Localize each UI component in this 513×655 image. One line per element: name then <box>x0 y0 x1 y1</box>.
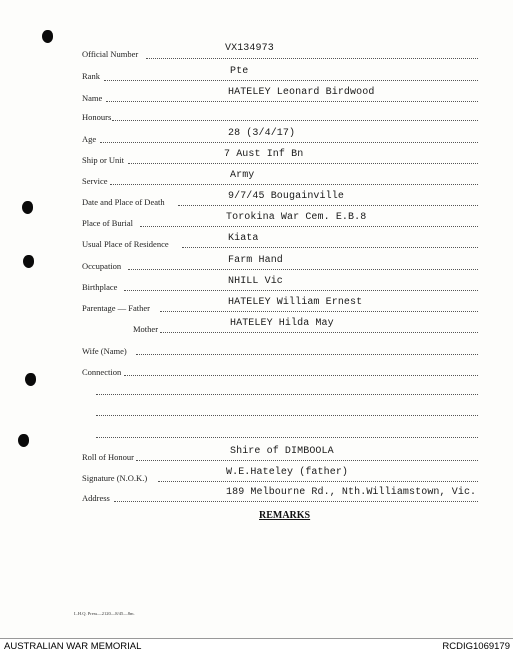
date-place-death-label: Date and Place of Death <box>82 197 165 207</box>
dotted-line <box>110 184 478 185</box>
punch-hole-icon <box>18 434 29 447</box>
roll-of-honour-label: Roll of Honour <box>82 452 134 462</box>
connection-extra-line <box>96 437 478 438</box>
service-row <box>0 170 513 189</box>
dotted-line <box>158 481 478 482</box>
dotted-line <box>160 332 478 333</box>
dotted-line <box>136 354 478 355</box>
rank-label: Rank <box>82 71 100 81</box>
occupation-row <box>0 255 513 274</box>
service-label: Service <box>82 176 108 186</box>
dotted-line <box>146 58 478 59</box>
rank-row <box>0 66 513 85</box>
signature-label: Signature (N.O.K.) <box>82 473 148 483</box>
age-row <box>0 128 513 147</box>
place-of-burial-value: Torokina War Cem. E.B.8 <box>226 212 367 223</box>
dotted-line <box>124 375 478 376</box>
official-number-row <box>0 43 513 63</box>
archive-footer-bar <box>0 638 513 655</box>
connection-extra-line <box>96 394 478 395</box>
archive-name: AUSTRALIAN WAR MEMORIAL <box>4 641 142 652</box>
date-place-death-value: 9/7/45 Bougainville <box>228 191 344 202</box>
usual-residence-label: Usual Place of Residence <box>82 239 169 249</box>
signature-value: W.E.Hateley (father) <box>226 467 349 478</box>
address-label: Address <box>82 493 110 503</box>
dotted-line <box>182 247 478 248</box>
birthplace-label: Birthplace <box>82 282 118 292</box>
ship-or-unit-value: 7 Aust Inf Bn <box>224 149 304 160</box>
dotted-line <box>124 290 478 291</box>
dotted-line <box>100 142 478 143</box>
date-place-death-row <box>0 191 513 210</box>
birthplace-value: NHILL Vic <box>228 276 283 287</box>
dotted-line <box>140 226 478 227</box>
service-value: Army <box>230 170 255 181</box>
birthplace-row <box>0 276 513 295</box>
mother-label: Mother <box>133 324 159 334</box>
connection-extra-line <box>96 415 478 416</box>
connection-label: Connection <box>82 367 122 377</box>
father-value: HATELEY William Ernest <box>228 297 363 308</box>
dotted-line <box>104 80 478 81</box>
occupation-value: Farm Hand <box>228 255 283 266</box>
dotted-line <box>160 311 478 312</box>
usual-residence-row <box>0 233 513 252</box>
father-row <box>0 297 513 316</box>
ship-or-unit-row <box>0 149 513 168</box>
official-number-value: VX134973 <box>225 43 274 54</box>
honours-row <box>0 110 513 126</box>
usual-residence-value: Kiata <box>228 233 259 244</box>
name-value: HATELEY Leonard Birdwood <box>228 87 375 98</box>
dotted-line <box>136 460 478 461</box>
ship-or-unit-label: Ship or Unit <box>82 155 125 165</box>
place-of-burial-label: Place of Burial <box>82 218 133 228</box>
punch-hole-icon <box>42 30 53 43</box>
official-number-label: Official Number <box>82 49 139 59</box>
dotted-line <box>106 101 478 102</box>
age-value: 28 (3/4/17) <box>228 128 296 139</box>
occupation-label: Occupation <box>82 261 122 271</box>
roll-of-honour-row <box>0 446 513 465</box>
mother-value: HATELEY Hilda May <box>230 318 334 329</box>
dotted-line <box>178 205 478 206</box>
wife-label: Wife (Name) <box>82 346 127 356</box>
dotted-line <box>112 120 478 121</box>
honours-label: Honours <box>82 112 112 122</box>
address-value: 189 Melbourne Rd., Nth.Williamstown, Vic. <box>226 487 477 498</box>
roll-of-honour-value: Shire of DIMBOOLA <box>230 446 334 457</box>
connection-row <box>0 364 513 380</box>
address-row <box>0 487 513 506</box>
age-label: Age <box>82 134 97 144</box>
wife-row <box>0 343 513 359</box>
print-note: L.H.Q. Press—2120—8/45—8m. <box>74 611 135 616</box>
place-of-burial-row <box>0 212 513 231</box>
rank-value: Pte <box>230 66 249 77</box>
dotted-line <box>128 163 478 164</box>
archive-reference: RCDIG1069179 <box>442 641 510 652</box>
father-label: Parentage — Father <box>82 303 150 313</box>
name-label: Name <box>82 93 103 103</box>
signature-row <box>0 467 513 486</box>
remarks-heading: REMARKS <box>259 510 311 521</box>
mother-row <box>0 318 513 337</box>
name-row <box>0 87 513 106</box>
dotted-line <box>128 269 478 270</box>
dotted-line <box>114 501 478 502</box>
